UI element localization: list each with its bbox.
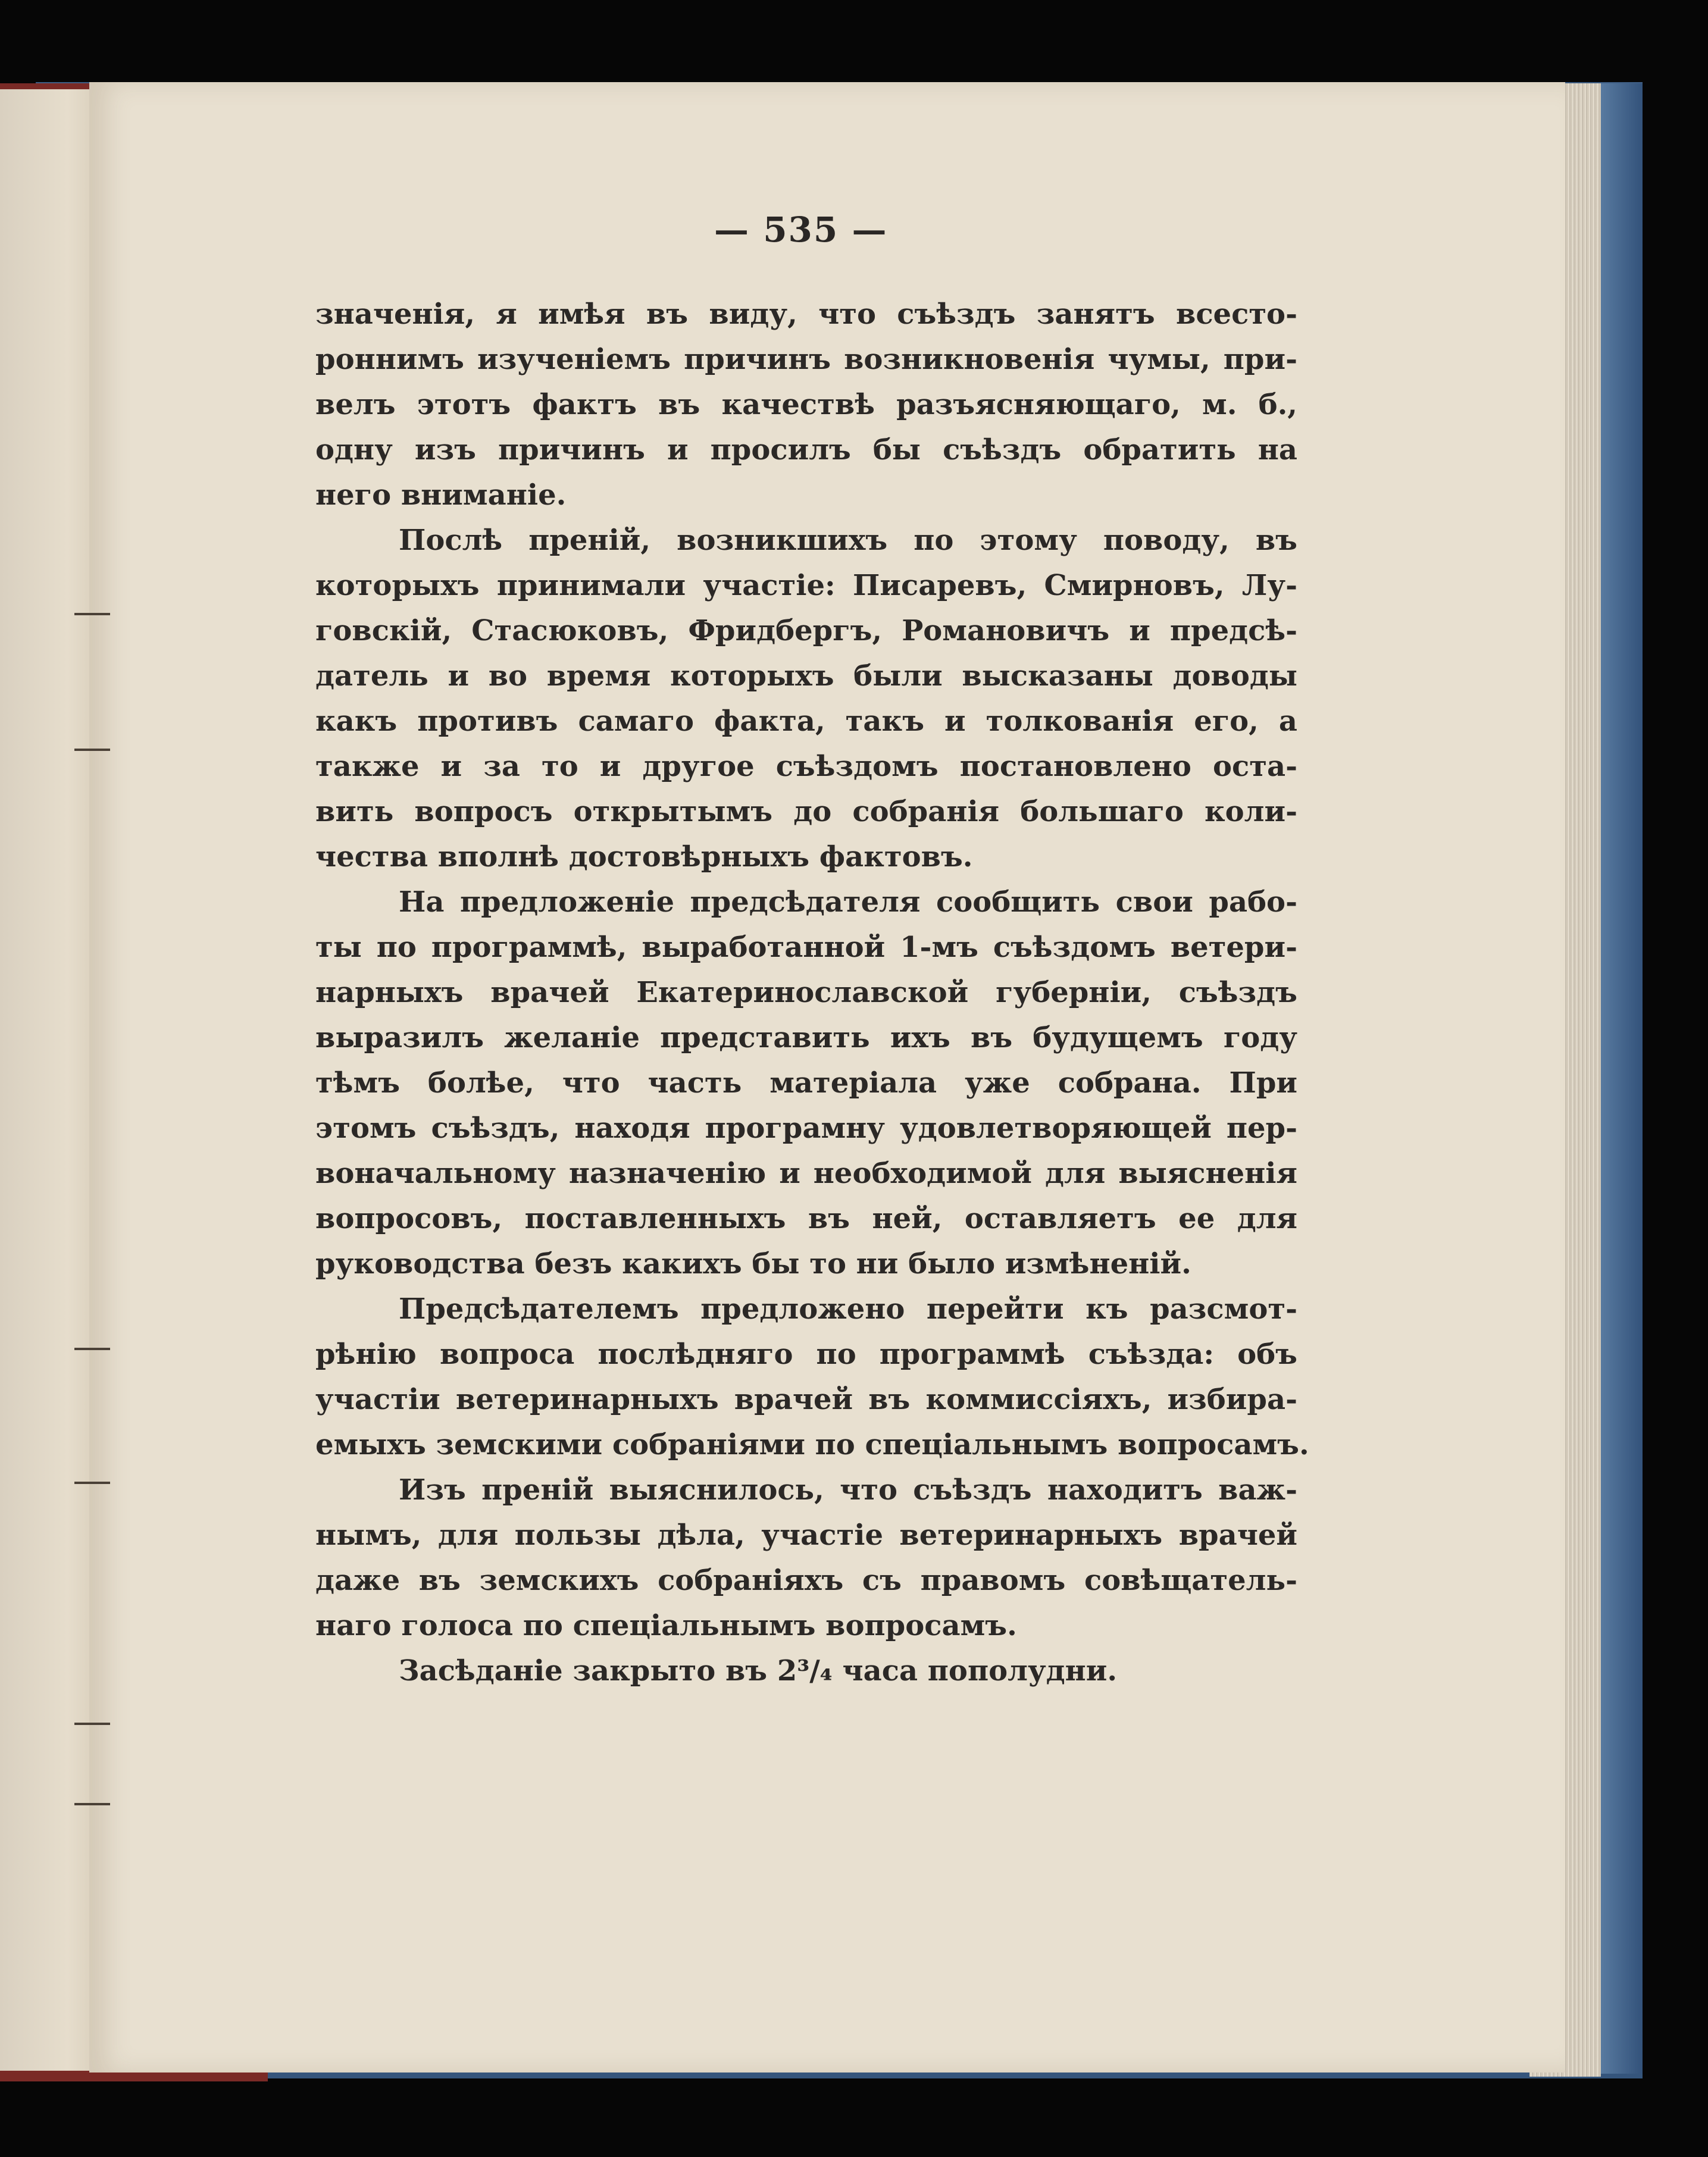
text-line: вить вопросъ открытымъ до собранія большаго коли- [315, 795, 1297, 828]
text-line: участіи ветеринарныхъ врачей въ коммиссіяхъ, избира- [315, 1383, 1297, 1416]
text-line: даже въ земскихъ собраніяхъ съ правомъ совѣщатель- [315, 1564, 1297, 1597]
text-line: говскій, Стасюковъ, Фридбергъ, Романовичъ и предсѣ- [315, 614, 1297, 647]
binding-thread-mark [74, 1348, 110, 1350]
text-line: наго голоса по спеціальнымъ вопросамъ. [315, 1609, 1017, 1642]
text-line: воначальному назначенію и необходимой для выясненія [315, 1157, 1297, 1190]
cover-edge [1601, 83, 1643, 2074]
text-line: значенія, я имѣя въ виду, что съѣздъ занятъ всесто- [315, 298, 1297, 331]
text-line: руководства безъ какихъ бы то ни было измѣненій. [315, 1247, 1191, 1281]
body-text [315, 292, 1309, 1693]
text-line: тѣмъ болѣе, что часть матеріала уже собрана. При [315, 1066, 1297, 1100]
text-line: него вниманіе. [315, 478, 567, 512]
text-line: рѣнію вопроса послѣдняго по программѣ съѣзда: объ [315, 1338, 1297, 1371]
text-line: выразилъ желаніе представить ихъ въ будущемъ году [315, 1021, 1297, 1054]
binding-thread-mark [74, 1482, 110, 1484]
text-line: велъ этотъ фактъ въ качествѣ разъясняющаго, м. б., [315, 388, 1297, 421]
text-line: Изъ преній выяснилось, что съѣздъ находитъ важ- [399, 1473, 1297, 1507]
text-line: нымъ, для пользы дѣла, участіе ветеринарныхъ врачей [315, 1519, 1297, 1552]
text-line: также и за то и другое съѣздомъ постановлено оста- [315, 750, 1297, 783]
text-line: Засѣданіе закрыто въ 2³/₄ часа пополудни. [399, 1654, 1118, 1688]
text-line: которыхъ принимали участіе: Писаревъ, Смирновъ, Лу- [315, 569, 1297, 602]
text-line: вопросовъ, поставленныхъ въ ней, оставляетъ ее для [315, 1202, 1297, 1235]
text-line: емыхъ земскими собраніями по спеціальнымъ вопросамъ. [315, 1428, 1309, 1461]
text-line: роннимъ изученіемъ причинъ возникновенія чумы, при- [315, 343, 1297, 376]
text-line: одну изъ причинъ и просилъ бы съѣздъ обратить на [315, 433, 1297, 467]
text-line: На предложеніе предсѣдателя сообщить свои рабо- [399, 885, 1297, 919]
text-line: нарныхъ врачей Екатеринославской губерніи, съѣздъ [315, 976, 1297, 1009]
text-line: Послѣ преній, возникшихъ по этому поводу, въ [399, 524, 1297, 557]
text-line: датель и во время которыхъ были высказаны доводы [315, 659, 1297, 693]
text-line: ты по программѣ, выработанной 1-мъ съѣздомъ ветери- [315, 931, 1297, 964]
binding-thread-mark [74, 749, 110, 751]
text-line: какъ противъ самаго факта, такъ и толкованія его, а [315, 705, 1297, 738]
binding-thread-mark [74, 1803, 110, 1805]
text-line: Предсѣдателемъ предложено перейти къ разсмот- [399, 1292, 1297, 1326]
binding-thread-mark [74, 1723, 110, 1725]
text-line: чества вполнѣ достовѣрныхъ фактовъ. [315, 840, 973, 874]
text-line: этомъ съѣздъ, находя програмну удовлетворяющей пер- [315, 1112, 1297, 1145]
binding-thread-mark [74, 613, 110, 615]
page-number: — 535 — [714, 209, 888, 250]
